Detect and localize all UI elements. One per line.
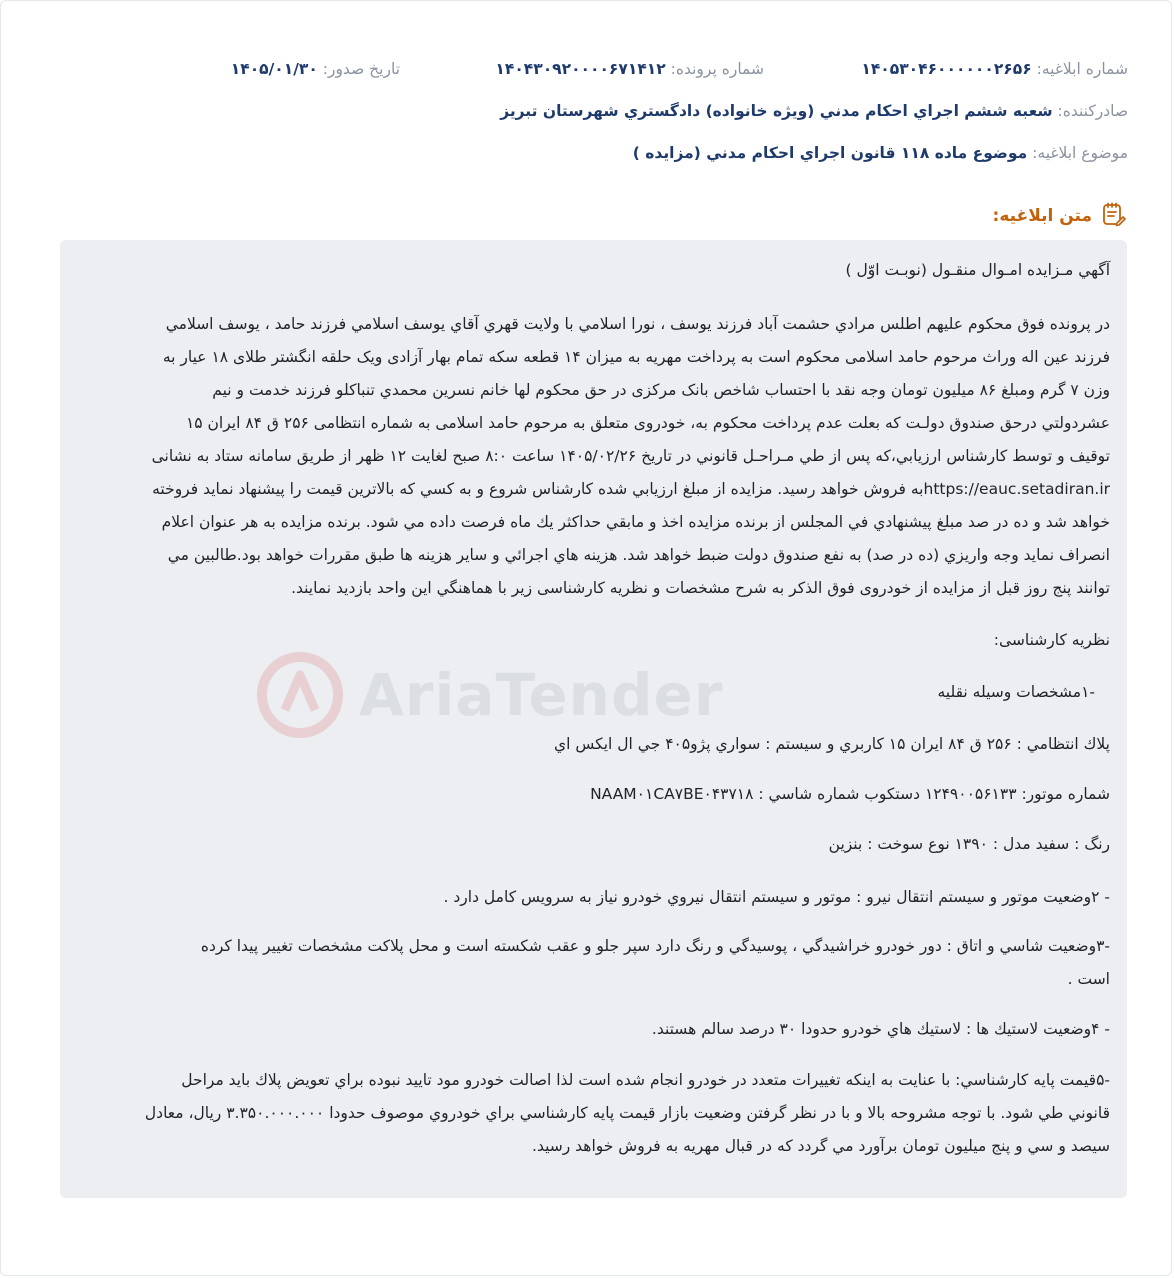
notice-text-title-label: متن ابلاغیه: — [992, 206, 1092, 226]
item-base-price-line2: قانوني طي شود. با توجه مشروحه بالا و با در نظر گرفتن وضعيت بازار قيمت پايه كارشناسي براي خودروي موصوف حدودا ۳.۳۵۰.۰۰۰.۰۰۰ ريال، معادل — [144, 1104, 1110, 1122]
document-text-icon — [1100, 201, 1126, 231]
item-engine-status: - ۲وضعيت موتور و سيستم انتقال نيرو : موتور و سيستم انتقال نيروي خودرو نياز به سرويس كامل دارد . — [443, 888, 1110, 906]
subject-value: موضوع ماده ۱۱۸ قانون اجراي احكام مدني (مزايده ) — [632, 144, 1028, 162]
engine-line: شماره موتور: ۱۲۴۹۰۰۵۶۱۳۳ دستكوب شماره شاسي : NAAM۰۱CA۷BE۰۴۳۷۱۸ — [590, 785, 1110, 803]
body-line-7: خواهد شد و ده در صد مبلغ پيشنهادي في المجلس از برنده مزايده اخذ و مابقي حداكثر يك ماه فرصت داده مي شود. برنده مزايده به هر عنوان اعلام — [161, 513, 1110, 531]
notice-number-value: ۱۴۰۵۳۰۴۶۰۰۰۰۰۰۲۶۵۶ — [861, 60, 1032, 78]
body-line-6: https://eauc.setadiran.irبه فروش خواهد رسيد. مزايده از مبلغ ارزيابي شده كارشناس شروع و به كسي كه بالاترين قيمت را پيشنهاد نمايد فروخته — [152, 480, 1110, 498]
case-number-label: شماره پرونده: — [670, 60, 764, 78]
item-chassis-status-line1: -۳وضعيت شاسي و اتاق : دور خودرو خراشيدگي ، پوسيدگي و رنگ دارد سپر جلو و عقب شكسته است و محل پلاكت مشخصات تغيير پيدا كرده — [200, 937, 1110, 955]
watermark-text: AriaTender — [359, 661, 724, 729]
body-line-4: عشردولتي درحق صندوق دولـت كه بعلت عدم پرداخت محکوم به، خودروی متعلق به مرحوم حامد اسلامی به شماره انتظامی ۲۵۶ ق ۸۴ ایران ۱۵ — [185, 414, 1110, 432]
item-chassis-status-line2: است . — [1067, 970, 1110, 988]
issue-date-label: تاریخ صدور: — [322, 60, 400, 78]
body-line-5: توقيف و توسط كارشناس ارزيابي،كه پس از طي مـراحـل قانوني در تاريخ ۱۴۰۵/۰۲/۲۶ ساعت ۸:۰ صبح لغايت ۱۲ ظهر از طريق سامانه ستاد به نشانی — [151, 447, 1110, 465]
item-tires-status: - ۴وضعيت لاستيك ها : لاستيك هاي خودرو حدودا ۳۰ درصد سالم هستند. — [651, 1020, 1110, 1038]
body-line-1: در پرونده فوق محكوم عليهم اطلس مرادي حشمت آباد فرزند يوسف ، نورا اسلامي با ولايت قهري آقاي يوسف اسلامي فرزند حامد ، يوسف اسلامي — [165, 315, 1110, 333]
item-base-price-line1: -۵قيمت پايه كارشناسي: با عنايت به اينكه تغييرات متعدد در خودرو انجام شده است لذا اصالت خودرو مود تاييد نبوده براي تعويض پلاك بايد مراحل — [181, 1071, 1110, 1089]
subject-label: موضوع ابلاغیه: — [1032, 144, 1128, 162]
auction-heading: آگهي مـزايده امـوال منقـول (نوبـت اوّل ) — [845, 261, 1110, 279]
case-number-value: ۱۴۰۴۳۰۹۲۰۰۰۰۶۷۱۴۱۲ — [495, 60, 666, 78]
issuer-row — [46, 98, 1128, 124]
notice-number-label: شماره ابلاغیه: — [1036, 60, 1128, 78]
notice-number-field — [861, 56, 1128, 82]
case-number-field — [495, 56, 764, 82]
plate-line: پلاك انتظامي : ۲۵۶ ق ۸۴ ايران ۱۵ كاربري و سيستم : سواري پژو۴۰۵ جي ال ايكس اي — [554, 735, 1110, 753]
color-line: رنگ : سفيد مدل : ۱۳۹۰ نوع سوخت : بنزين — [828, 835, 1110, 853]
issue-date-field — [231, 56, 400, 82]
item-base-price-line3: سيصد و سي و پنج ميليون تومان برآورد مي گردد كه در قبال مهريه به فروش خواهد رسيد. — [532, 1137, 1110, 1155]
subject-row — [46, 140, 1128, 166]
notice-text-title — [993, 201, 1126, 231]
vehicle-specs-title: -۱مشخصات وسيله نقليه — [937, 683, 1095, 701]
body-line-9: توانند پنج روز قبل از مزايده از خودروی فوق الذكر به شرح مشخصات و نظريه كارشناسی زير با هماهنگي اين واحد بازديد نمايند. — [291, 579, 1110, 597]
issuer-label: صادرکننده: — [1057, 102, 1128, 120]
notice-text-box — [60, 240, 1127, 1198]
body-line-2: فرزند عين اله وراث مرحوم حامد اسلامی محكوم است به پرداخت مهريه به ميزان ۱۴ قطعه سكه تمام بهار آزادی ويک حلقه انگشتر طلای ۱۸ عيار به — [162, 348, 1110, 366]
expert-opinion-title: نظريه كارشناسی: — [993, 631, 1110, 649]
body-line-3: وزن ۷ گرم ومبلغ ۸۶ میلیون تومان وجه نقد با احتساب شاخص بانک مرکزی در حق محكوم لها خانم نسرين محمدي تنباكلو فرزند خدمت و نيم — [212, 381, 1110, 399]
issue-date-value: ۱۴۰۵/۰۱/۳۰ — [230, 60, 318, 78]
issuer-value: شعبه ششم اجراي احكام مدني (ويژه خانواده) دادگستري شهرستان تبريز — [500, 102, 1053, 120]
body-line-8: انصراف نمايد وجه واريزي (ده در صد) به نفع صندوق دولت ضبط خواهد شد. هزينه هاي اجرائي و ساير هزينه ها طبق مقررات خواهد بود.طالبين مي — [167, 546, 1110, 564]
